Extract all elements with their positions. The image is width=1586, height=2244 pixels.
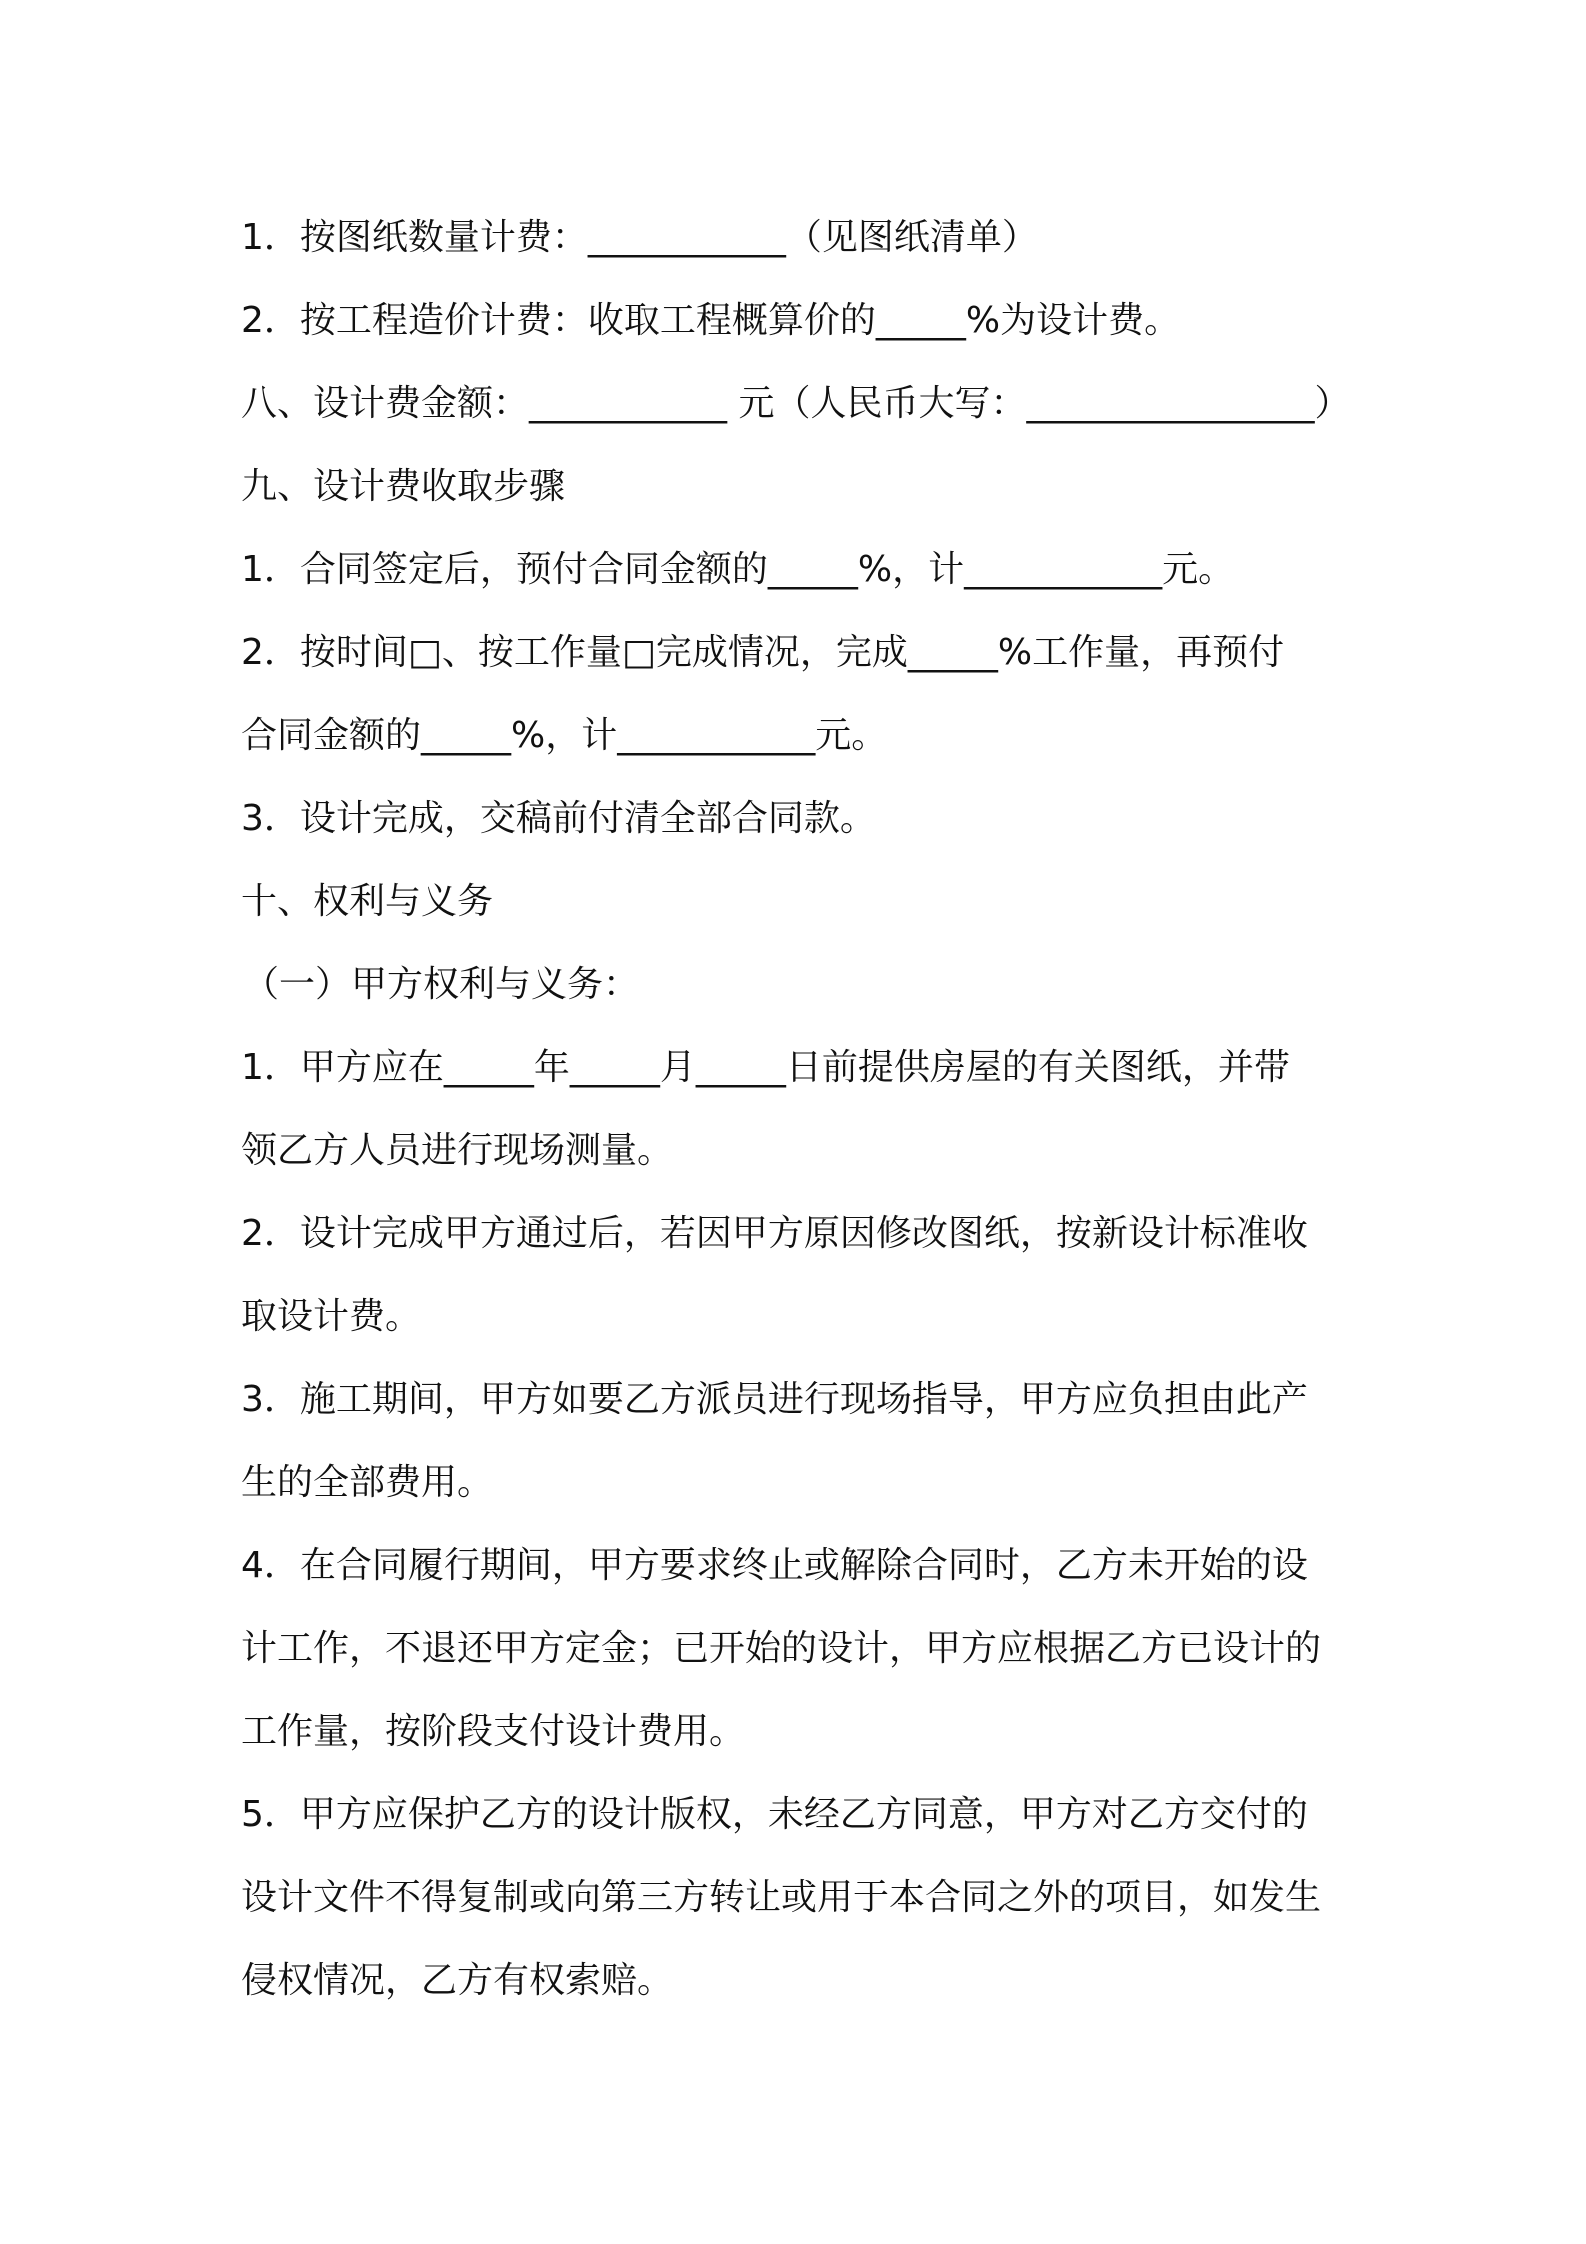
clause-party-a-3-cont: 生的全部费用。 [241,1462,494,1503]
document-body [241,196,1361,2022]
clause-party-a-5: 5．甲方应保护乙方的设计版权，未经乙方同意，甲方对乙方交付的 [241,1794,1308,1835]
section-heading-payment-steps: 九、设计费收取步骤 [241,466,566,507]
subsection-heading-party-a: （一）甲方权利与义务： [243,964,640,1005]
clause-progress-payment-cont: 合同金额的_____%，计___________元。 [241,715,888,756]
clause-party-a-4: 4．在合同履行期间，甲方要求终止或解除合同时，乙方未开始的设 [241,1545,1308,1586]
clause-fee-by-cost: 2．按工程造价计费：收取工程概算价的_____%为设计费。 [241,300,1181,341]
clause-party-a-3: 3．施工期间，甲方如要乙方派员进行现场指导，甲方应负担由此产 [241,1379,1308,1420]
clause-party-a-5-cont-2: 侵权情况，乙方有权索赔。 [241,1960,674,2001]
clause-party-a-5-cont-1: 设计文件不得复制或向第三方转让或用于本合同之外的项目，如发生 [241,1877,1322,1918]
clause-party-a-1: 1．甲方应在_____年_____月_____日前提供房屋的有关图纸，并带 [241,1047,1290,1088]
clause-fee-by-drawings: 1．按图纸数量计费：___________（见图纸清单） [241,217,1038,258]
clause-party-a-2: 2．设计完成甲方通过后，若因甲方原因修改图纸，按新设计标准收 [241,1213,1308,1254]
clause-final-payment: 3．设计完成，交稿前付清全部合同款。 [241,798,876,839]
section-heading-rights-obligations: 十、权利与义务 [241,881,494,922]
clause-advance-payment: 1．合同签定后，预付合同金额的_____%，计___________元。 [241,549,1235,590]
clause-party-a-2-cont: 取设计费。 [241,1296,422,1337]
clause-party-a-4-cont-1: 计工作，不退还甲方定金；已开始的设计，甲方应根据乙方已设计的 [241,1628,1322,1669]
clause-party-a-4-cont-2: 工作量，按阶段支付设计费用。 [241,1711,746,1752]
section-design-fee-amount: 八、设计费金额：___________ 元（人民币大写：________________） [241,383,1351,424]
clause-party-a-1-cont: 领乙方人员进行现场测量。 [241,1130,674,1171]
clause-progress-payment: 2．按时间□、按工作量□完成情况，完成_____%工作量，再预付 [241,632,1285,673]
